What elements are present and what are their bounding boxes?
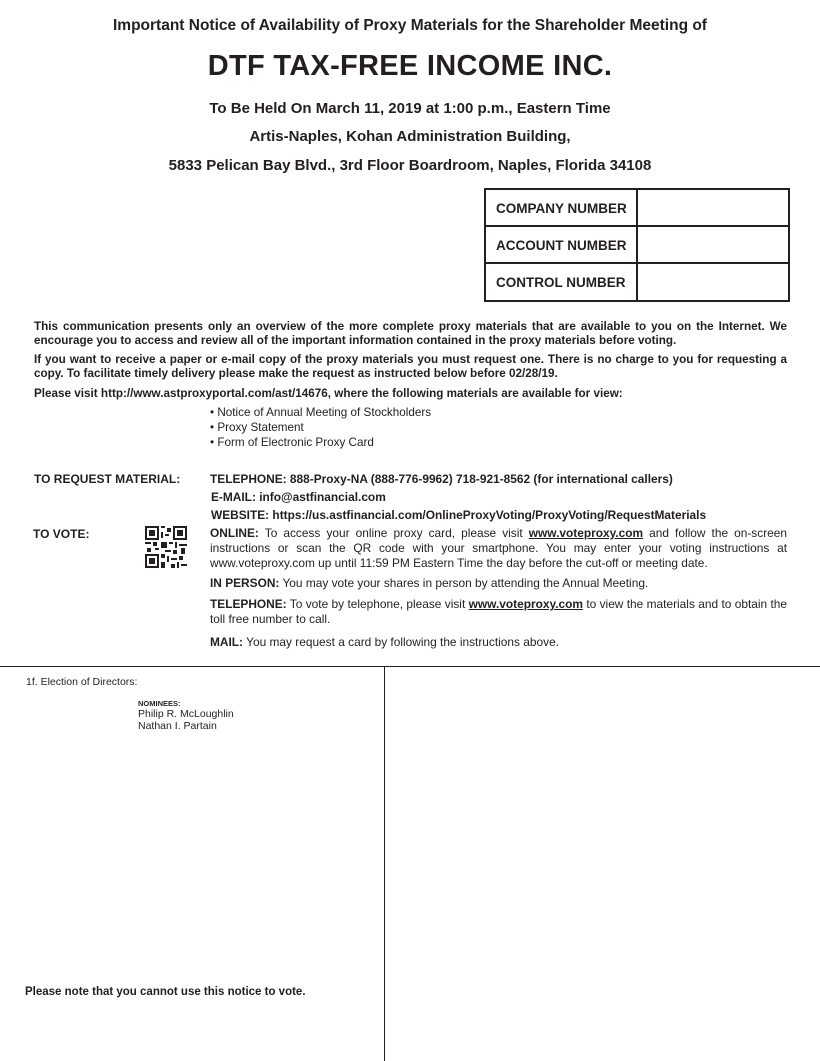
company-title: DTF TAX-FREE INCOME INC. <box>207 50 613 82</box>
vote-label: TO VOTE: <box>33 527 90 541</box>
horizontal-divider <box>0 666 820 667</box>
telephone-label: TELEPHONE: <box>210 597 287 611</box>
request-material-label: TO REQUEST MATERIAL: <box>34 472 181 486</box>
nominee-item: Philip R. McLoughlin <box>138 708 234 720</box>
control-number-value <box>636 264 788 301</box>
request-website[interactable]: WEBSITE: https://us.astfinancial.com/OnlineProxyVoting/ProxyVoting/RequestMaterials <box>211 508 707 522</box>
online-text-2: and follow the on-screen instructions or scan the QR code with your smartphone. You may enter your voting instructions at www.voteproxy.com up until 11:59 PM Eastern Time the day before the cut-off or meeting date. <box>210 526 788 570</box>
visit-paragraph: Please visit http://www.astproxyportal.com/ast/14676, where the following materials are available for view: <box>34 387 623 400</box>
list-item: • Notice of Annual Meeting of Stockholders <box>210 405 431 420</box>
meeting-date: To Be Held On March 11, 2019 at 1:00 p.m., Eastern Time <box>209 100 611 117</box>
notice-heading: Important Notice of Availability of Proxy Materials for the Shareholder Meeting of <box>113 17 707 34</box>
meeting-venue: Artis-Naples, Kohan Administration Building, <box>249 128 571 145</box>
mail-label: MAIL: <box>210 635 244 649</box>
overview-paragraph: This communication presents only an overview of the more complete proxy materials that are available to you on the Internet. We encourage you to access and review all of the important information contained in the proxy materials before voting. <box>34 320 787 347</box>
nominees-heading: NOMINEES: <box>138 699 181 708</box>
vote-mail <box>210 635 787 650</box>
account-number-value <box>636 227 788 262</box>
vote-online <box>210 526 787 571</box>
materials-list <box>210 405 431 450</box>
request-copy-paragraph: If you want to receive a paper or e-mail copy of the proxy materials you must request one. There is no charge to you for requesting a copy. To facilitate timely delivery please make the request as instructed below before 02/28/19. <box>34 353 787 380</box>
online-label: ONLINE: <box>210 526 259 540</box>
numbers-table <box>484 188 790 302</box>
list-item: • Form of Electronic Proxy Card <box>210 435 431 450</box>
control-number-label: CONTROL NUMBER <box>496 275 626 290</box>
telephone-text-2: to view the materials and to obtain the toll free number to call. <box>210 597 788 626</box>
company-number-label: COMPANY NUMBER <box>496 201 627 216</box>
qr-code-icon <box>145 526 187 568</box>
vote-telephone <box>210 597 787 627</box>
vertical-divider <box>384 666 385 1061</box>
proposal-item: 1f. Election of Directors: <box>26 676 138 688</box>
account-number-row <box>486 227 788 264</box>
voteproxy-link[interactable]: www.voteproxy.com <box>528 526 644 540</box>
account-number-label: ACCOUNT NUMBER <box>496 238 627 253</box>
telephone-text-1: To vote by telephone, please visit <box>289 597 466 611</box>
request-email[interactable]: E-MAIL: info@astfinancial.com <box>211 490 386 504</box>
mail-text: You may request a card by following the instructions above. <box>246 635 559 649</box>
nominee-item: Nathan I. Partain <box>138 720 217 732</box>
meeting-address: 5833 Pelican Bay Blvd., 3rd Floor Boardroom, Naples, Florida 34108 <box>168 157 652 174</box>
in-person-label: IN PERSON: <box>210 576 280 590</box>
voteproxy-link[interactable]: www.voteproxy.com <box>468 597 583 611</box>
control-number-row <box>486 264 788 301</box>
company-number-value <box>636 190 788 225</box>
in-person-text: You may vote your shares in person by attending the Annual Meeting. <box>282 576 649 590</box>
online-text-1: To access your online proxy card, please visit <box>264 526 523 540</box>
company-number-row <box>486 190 788 227</box>
footer-note: Please note that you cannot use this notice to vote. <box>25 986 306 998</box>
request-telephone: TELEPHONE: 888-Proxy-NA (888-776-9962) 718-921-8562 (for international callers) <box>210 472 673 486</box>
vote-in-person <box>210 576 787 591</box>
list-item: • Proxy Statement <box>210 420 431 435</box>
